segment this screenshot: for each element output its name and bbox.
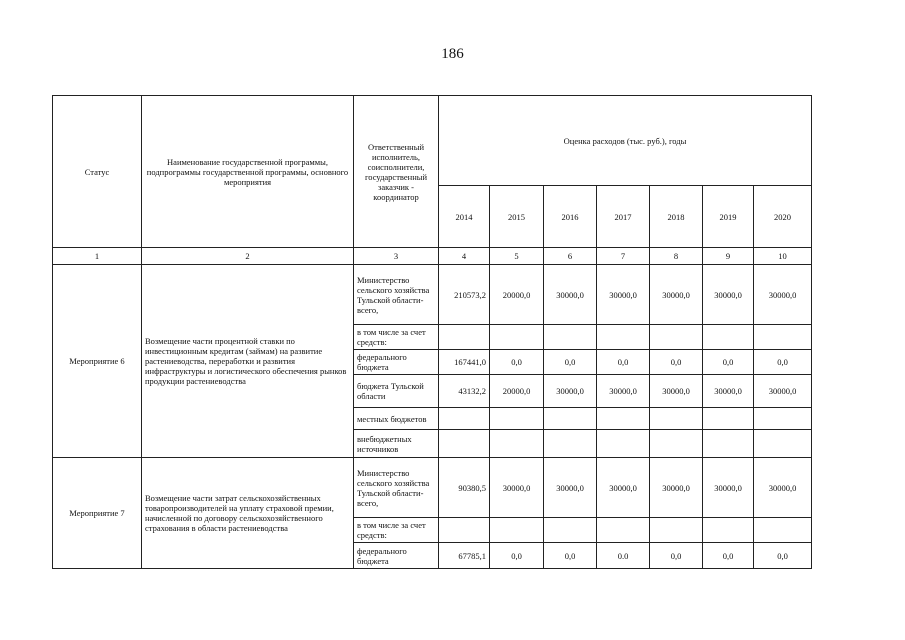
- amount-cell: 30000,0: [754, 265, 812, 325]
- amount-cell: [490, 430, 544, 458]
- amount-cell: 30000,0: [754, 458, 812, 518]
- column-number: 3: [354, 248, 439, 265]
- header-status: Статус: [53, 96, 142, 248]
- column-number: 7: [597, 248, 650, 265]
- amount-cell: [703, 430, 754, 458]
- amount-cell: 0,0: [650, 350, 703, 375]
- amount-cell: 0,0: [490, 543, 544, 569]
- executor-cell: в том числе за счет средств:: [354, 518, 439, 543]
- amount-cell: [597, 325, 650, 350]
- column-number: 5: [490, 248, 544, 265]
- amount-cell: 20000,0: [490, 265, 544, 325]
- column-number: 8: [650, 248, 703, 265]
- amount-cell: 30000,0: [703, 458, 754, 518]
- amount-cell: [544, 408, 597, 430]
- amount-cell: [650, 518, 703, 543]
- column-number: 4: [439, 248, 490, 265]
- amount-cell: [650, 408, 703, 430]
- amount-cell: 30000,0: [597, 265, 650, 325]
- event-name: Возмещение части процентной ставки по инвестиционным кредитам (займам) на развитие растениеводства, переработки и развития инфраструктуры и логистического обеспечения рынков продукции растениеводства: [142, 265, 354, 458]
- column-number-row: [53, 248, 812, 265]
- column-number: 10: [754, 248, 812, 265]
- header-year: 2017: [597, 186, 650, 248]
- table-body: [53, 96, 812, 569]
- amount-cell: 30000,0: [490, 458, 544, 518]
- amount-cell: 0,0: [490, 350, 544, 375]
- amount-cell: 0,0: [703, 350, 754, 375]
- amount-cell: 30000,0: [650, 265, 703, 325]
- amount-cell: 30000,0: [650, 458, 703, 518]
- amount-cell: 0,0: [544, 350, 597, 375]
- header-year: 2016: [544, 186, 597, 248]
- amount-cell: 30000,0: [597, 458, 650, 518]
- amount-cell: 30000,0: [754, 375, 812, 408]
- amount-cell: 30000,0: [703, 375, 754, 408]
- header-year: 2019: [703, 186, 754, 248]
- amount-cell: [650, 325, 703, 350]
- amount-cell: [490, 408, 544, 430]
- header-executor: Ответственный исполнитель, соисполнители, государственный заказчик - координатор: [354, 96, 439, 248]
- amount-cell: 30000,0: [544, 375, 597, 408]
- amount-cell: [597, 518, 650, 543]
- amount-cell: 0,0: [703, 543, 754, 569]
- header-year: 2018: [650, 186, 703, 248]
- amount-cell: [544, 518, 597, 543]
- column-number: 2: [142, 248, 354, 265]
- amount-cell: 90380,5: [439, 458, 490, 518]
- amount-cell: [490, 518, 544, 543]
- executor-cell: федерального бюджета: [354, 543, 439, 569]
- amount-cell: 167441,0: [439, 350, 490, 375]
- header-year: 2015: [490, 186, 544, 248]
- column-number: 1: [53, 248, 142, 265]
- amount-cell: 30000,0: [544, 458, 597, 518]
- amount-cell: [490, 325, 544, 350]
- header-year: 2014: [439, 186, 490, 248]
- amount-cell: 30000,0: [650, 375, 703, 408]
- amount-cell: 0,0: [754, 350, 812, 375]
- header-name: Наименование государственной программы, подпрограммы государственной программы, основного мероприятия: [142, 96, 354, 248]
- header-expenses: Оценка расходов (тыс. руб.), годы: [439, 96, 812, 186]
- amount-cell: 210573,2: [439, 265, 490, 325]
- amount-cell: 0,0: [597, 350, 650, 375]
- executor-cell: бюджета Тульской области: [354, 375, 439, 408]
- amount-cell: 0,0: [544, 543, 597, 569]
- amount-cell: 30000,0: [544, 265, 597, 325]
- executor-cell: в том числе за счет средств:: [354, 325, 439, 350]
- amount-cell: [703, 408, 754, 430]
- header-year: 2020: [754, 186, 812, 248]
- executor-cell: местных бюджетов: [354, 408, 439, 430]
- amount-cell: [754, 430, 812, 458]
- amount-cell: [754, 518, 812, 543]
- amount-cell: 0,0: [754, 543, 812, 569]
- event-name: Возмещение части затрат сельскохозяйственных товаропроизводителей на уплату страховой премии, начисленной по договору сельскохозяйственного страхования в области растениеводства: [142, 458, 354, 569]
- executor-cell: Министерство сельского хозяйства Тульской области- всего,: [354, 458, 439, 518]
- amount-cell: [754, 408, 812, 430]
- amount-cell: [754, 325, 812, 350]
- amount-cell: 0,0: [650, 543, 703, 569]
- amount-cell: [544, 430, 597, 458]
- expenses-table: [52, 95, 812, 569]
- amount-cell: 30000,0: [597, 375, 650, 408]
- amount-cell: [439, 325, 490, 350]
- amount-cell: 43132,2: [439, 375, 490, 408]
- amount-cell: [439, 518, 490, 543]
- event-status: Мероприятие 7: [53, 458, 142, 569]
- amount-cell: [544, 325, 597, 350]
- amount-cell: 0.0: [597, 543, 650, 569]
- amount-cell: 30000,0: [703, 265, 754, 325]
- executor-cell: Министерство сельского хозяйства Тульской области- всего,: [354, 265, 439, 325]
- amount-cell: [439, 430, 490, 458]
- table-row: [53, 458, 812, 518]
- amount-cell: 20000,0: [490, 375, 544, 408]
- executor-cell: федерального бюджета: [354, 350, 439, 375]
- amount-cell: [439, 408, 490, 430]
- amount-cell: 67785,1: [439, 543, 490, 569]
- amount-cell: [650, 430, 703, 458]
- amount-cell: [597, 408, 650, 430]
- table-row: [53, 265, 812, 325]
- event-status: Мероприятие 6: [53, 265, 142, 458]
- amount-cell: [703, 325, 754, 350]
- column-number: 6: [544, 248, 597, 265]
- amount-cell: [703, 518, 754, 543]
- executor-cell: внебюджетных источников: [354, 430, 439, 458]
- page-number: 186: [441, 46, 464, 62]
- amount-cell: [597, 430, 650, 458]
- column-number: 9: [703, 248, 754, 265]
